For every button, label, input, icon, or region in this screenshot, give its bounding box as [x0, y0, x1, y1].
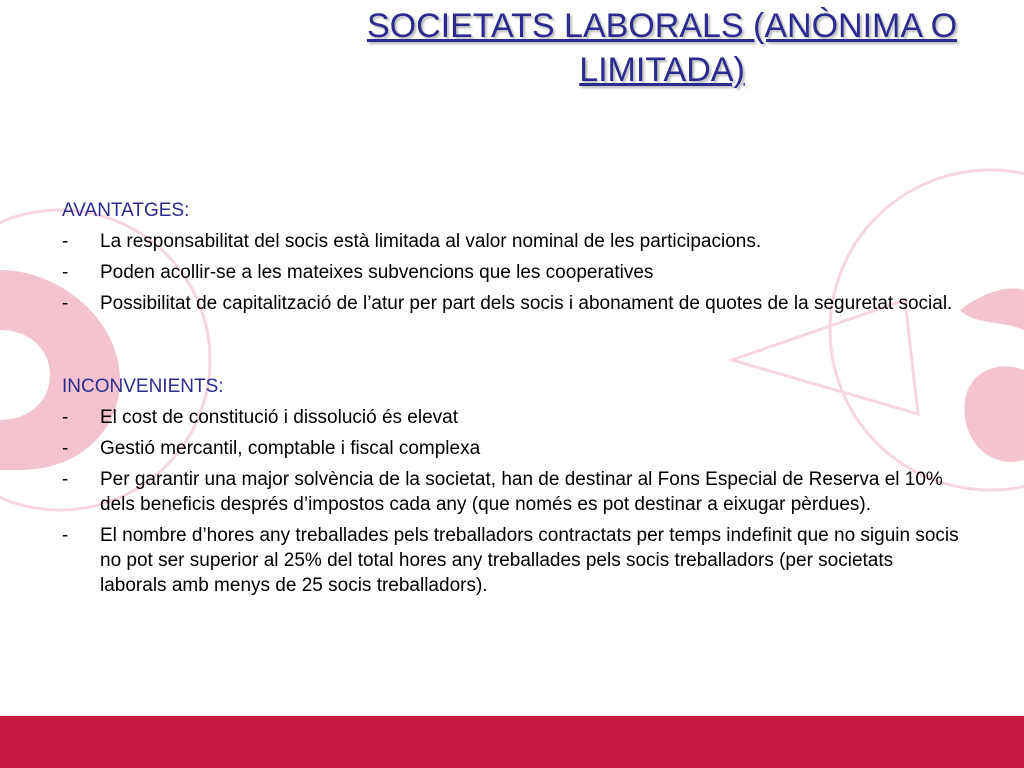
list-item	[62, 436, 962, 461]
dash: -	[62, 438, 69, 459]
list-item	[62, 523, 962, 598]
advantage-text: Poden acollir-se a les mateixes subvencions que les cooperatives	[100, 262, 654, 283]
dash: -	[62, 231, 69, 252]
dash: -	[62, 525, 69, 546]
disadvantages-heading: INCONVENIENTS:	[62, 376, 224, 397]
disadvantage-text: El cost de constitució i dissolució és elevat	[100, 407, 459, 428]
slide-title: SOCIETATS LABORALS (ANÒNIMA O LIMITADA)	[366, 7, 958, 89]
footer-bar	[0, 716, 1024, 768]
disadvantage-text: Per garantir una major solvència de la societat, han de destinar al Fons Especial de Reserva el 10% dels beneficis després d’impostos cada any (que només es pot destinar a eixugar pèrdues).	[100, 469, 943, 515]
dash: -	[62, 469, 69, 490]
disadvantages-list	[62, 405, 962, 598]
disadvantage-text: Gestió mercantil, comptable i fiscal complexa	[100, 438, 481, 459]
list-item	[62, 260, 962, 285]
dash: -	[62, 293, 69, 314]
list-item	[62, 405, 962, 430]
dash: -	[62, 407, 69, 428]
advantages-list	[62, 229, 962, 316]
list-item	[62, 229, 962, 254]
advantage-text: Possibilitat de capitalització de l’atur per part dels socis i abonament de quotes de la seguretat social.	[100, 293, 953, 314]
advantages-heading: AVANTATGES:	[62, 200, 190, 221]
advantage-text: La responsabilitat del socis està limitada al valor nominal de les participacions.	[100, 231, 762, 252]
dash: -	[62, 262, 69, 283]
disadvantage-text: El nombre d’hores any treballades pels treballadors contractats per temps indefinit que no siguin socis no pot ser superior al 25% del total hores any treballades pels socis treballadors (per societats laborals amb menys de 25 socis treballadors).	[100, 525, 959, 596]
list-item	[62, 467, 962, 517]
slide-content	[62, 198, 962, 604]
list-item	[62, 291, 962, 316]
